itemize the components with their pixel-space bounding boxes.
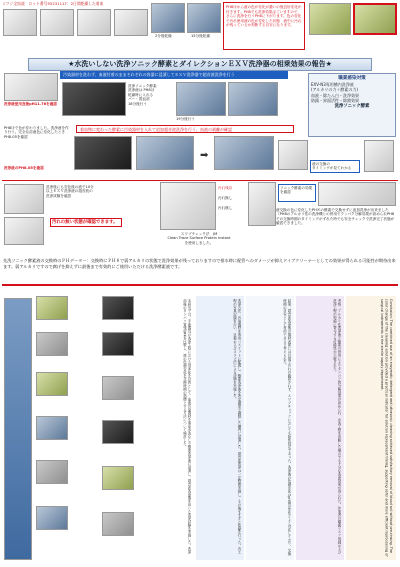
product-info-line-2: (アルカリの力＋酵素の力) — [311, 87, 358, 93]
specimen-photo-6 — [187, 3, 221, 33]
final-instruments-photo — [318, 182, 396, 206]
section2-banner: 着血物に変わった酵素に汚染器材を入れて追加超音波洗浄を行う。血液の剥離が確認 — [76, 125, 294, 133]
divider-line — [2, 180, 398, 181]
instrument-closeup-photo — [278, 140, 308, 170]
cleaning-step-photo — [136, 136, 194, 170]
footer-text: 先洗ソニック酵素液の交換時のＰＨデーター：交換時にＰＨ８で弱アルカリの状態で洗浄効果が残っておりますので排水時に配管へのダメージが抑えドイブクリーナーとしての効果が得られる可能性が期待出来ます。弱アルカリですので腐げを抑えずに最後まで有効的にご使用いただける洗浄酵素液です。 — [3, 258, 396, 270]
retest-caption: 洗浄後にも変色後の液で10分以上ＥＸＶ洗浄液の超音波の洗浄試験を確認 — [46, 185, 94, 198]
header-note-text: PH8ほから液の色が変化が濃いの後良好変化が付きます。PH8でも洗浄効果ばごいますので、さらに洗浄を行うPH8に下がります。色の変化で汚れ使用液の色が変化した状態 液中に汚れが残っているか判断する目安になります。 — [226, 5, 302, 28]
enzyme-effect-label: ソニック酵素の効果を確認 — [280, 186, 313, 195]
header-note — [223, 2, 305, 50]
grid-photo-11 — [36, 506, 68, 530]
result-caption: 汚れの無い状態が確認できます。 — [50, 218, 122, 227]
rinsed-tank-photo — [214, 136, 274, 170]
grid-photo-12 — [102, 512, 134, 536]
replacement-caption: 液の交換の タイミングが見てわかる — [310, 160, 360, 173]
ph-change-text: PH8ほで色が変わりました。洗浄液を作り行う。完全な溶液色に変化したときPH8.05を確認 — [4, 126, 69, 139]
clean-instruments-photo — [4, 217, 44, 245]
product-brand: 洗浄ソニック酵素 — [334, 103, 370, 109]
ph-meter-caption: 洗浄液使用直後pH11.76を確認 — [4, 102, 57, 106]
enzyme-effect-panel — [278, 184, 316, 202]
instrument-tray-photo — [4, 184, 44, 214]
grid-photo-4 — [102, 332, 134, 356]
grid-photo-1 — [36, 296, 68, 320]
grid-photo-2 — [102, 296, 134, 320]
grid-photo-10 — [102, 466, 134, 490]
header-caption: ミツジ全血液 ロット番号55231117：2日間乾燥した着血 — [2, 1, 104, 6]
instrument-tank-photo — [228, 82, 278, 116]
grid-photo-9 — [36, 460, 68, 484]
product-info-line-4: 防錆・界面活性・除菌効果 — [311, 98, 359, 104]
text-column-2: 洗浄方法：汚染器材を専用バスケットに配置し、酵素洗浄液を所定濃度で調製した槽内に浸漬した。超音波洗浄は一定時間実施し、その後すすぎと乾燥を行った。各工程の写真記録を行い、目視およびスワブ法による評価を実施した。 — [196, 296, 244, 560]
basin-photo — [62, 82, 126, 116]
solution-photo-2 — [353, 3, 397, 35]
grid-photo-8 — [102, 420, 134, 444]
bottom-photo-strip — [4, 298, 32, 560]
specimen-photo-5 — [151, 3, 185, 33]
swab-test-photo — [160, 182, 216, 230]
result-summary: 液交換の色に変化したPH８の酵素で交換せずに追加洗浄が出来ました（PH8のアルカリ性の洗浄機との併用でランパク分解効果が高められPH8での交換時期のタイミングがずれた時でも安全チェックで洗浄完了状態が確認できました。 — [276, 208, 395, 226]
text-column-5: Conclusion: The combined use of an enzymatic detergent and ultrasonic cleaning achieved satisfactory removal of blood soil without pre-rinsing. The color change of the cleaning solution provided a practical indicator for solution replacement timing, supporting safer and more efficient reprocessing of surgical instruments in the sterile supply department. — [346, 296, 396, 560]
solution-photo-1 — [309, 3, 351, 35]
photo-grid — [36, 296, 136, 560]
section1-banner: 汚染器材を洗わず、血液付着のままそれぞれの容器に浸漬してＥＸＶ洗浄器で超音波洗浄を行う — [60, 71, 288, 79]
text-column-4: 考察：アルカリ性洗浄液と酵素の併用によりタンパク質分解効果が高められ、水洗工程を省略した場合でも十分な洗浄効果が得られた。作業者の曝露リスク低減および洗浄工程の短縮に寄与する可能性が示唆された。 — [296, 296, 344, 560]
grid-photo-6 — [102, 376, 134, 400]
product-bottle-photo — [364, 140, 394, 172]
grid-photo-3 — [36, 332, 68, 356]
title-bar — [28, 58, 372, 71]
specimen-photo-4 — [114, 9, 148, 36]
grid-photo-7 — [36, 416, 68, 440]
swab-label-1: 汚れ残存 — [218, 186, 233, 190]
product-info-line-3: 血液・除たん白・洗浄効果 — [311, 92, 359, 98]
ph-meter-photo — [4, 73, 58, 101]
swab-method-caption: スワブチェック法 JM Clean Trace Surface Protein Instant を使用しました。 — [167, 232, 231, 245]
stained-tank-photo — [74, 136, 132, 170]
text-column-1: 本研究では、手術器具の洗浄工程における効率化を目的として、血液汚染器材を事前水洗なしで酵素洗浄液に浸漬し、超音波洗浄器を用いた洗浄試験を実施した。洗浄前後のタンパク質残留量を比較し、液の色調変化を交換時期の指標とする方法について検討した。 — [140, 296, 194, 560]
process-step-text: 洗浄ソニック酵素 洗浄液は PH8ほ 乾燥時に入れる パー・着血部 18分後行う — [128, 84, 157, 106]
specimen-photo-2 — [40, 9, 74, 36]
text-column-3: 結果：超音波洗浄後の器材表面には目視で汚れが確認されず、スワブチェックにおいても陰性判定であった。洗浄液の色調変化はpH値の変化とよく対応しており、交換時期の目安として有用であると考えられた。 — [246, 296, 294, 560]
ultrasonic-tank-photo — [176, 82, 226, 116]
photo-caption-15min: 15分後乾燥 — [191, 34, 210, 38]
swab-sample-photo — [248, 182, 276, 226]
photo-caption-2min: 2分後乾燥 — [155, 34, 172, 38]
product-info-title: 職業感染対策 — [338, 76, 366, 81]
time-label: 19分後行う — [176, 117, 195, 121]
specimen-photo-1 — [3, 9, 37, 36]
specimen-photo-3 — [77, 9, 111, 36]
swab-label-3: 汚れ無し — [218, 206, 233, 210]
product-info-line-1: EXV-N3専用槽内洗浄液 — [311, 82, 354, 87]
page-title: ★水洗いしない洗浄ソニック酵素とダイレクションＥＸＶ洗浄器の相乗効果の報告★ — [68, 60, 332, 68]
arrow-right-icon: ➡ — [200, 150, 209, 161]
grid-photo-5 — [36, 372, 68, 396]
ph-value: 洗浄液のPH8.05を確認 — [4, 166, 44, 170]
swab-label-2: 汚れ無し — [218, 196, 233, 200]
product-info-panel — [308, 73, 396, 137]
